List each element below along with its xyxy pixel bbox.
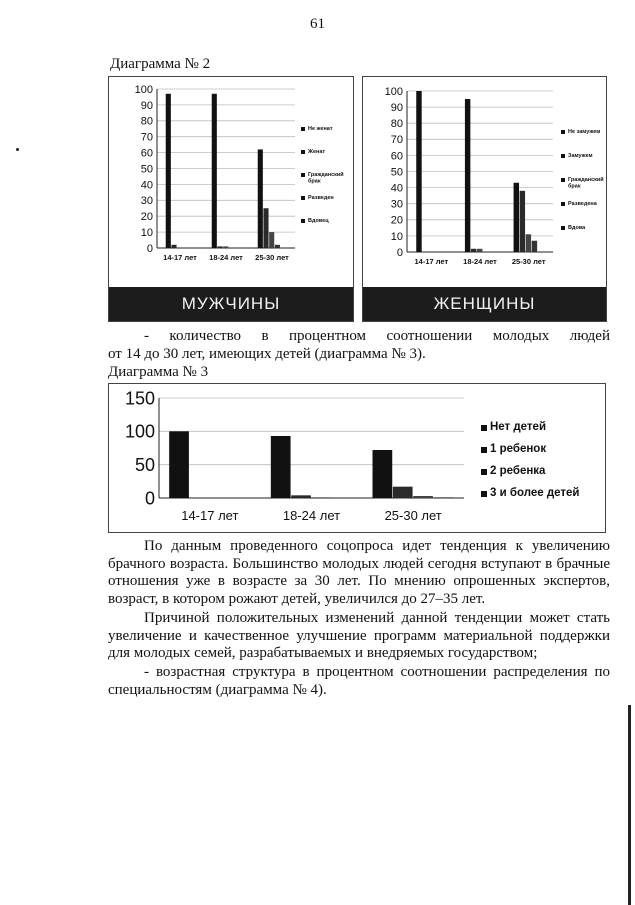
legend-swatch	[301, 219, 305, 223]
bar	[223, 246, 228, 248]
x-category-label: 25-30 лет	[255, 253, 289, 262]
bar	[413, 496, 433, 498]
legend-label: брак	[568, 183, 581, 190]
legend-swatch	[561, 130, 565, 134]
bar	[263, 208, 268, 248]
bar	[291, 495, 311, 498]
y-tick-label: 50	[134, 454, 155, 475]
y-tick-label: 100	[124, 421, 155, 442]
x-category-label: 18-24 лет	[282, 508, 341, 523]
legend-label: брак	[308, 178, 321, 185]
y-tick-label: 30	[140, 195, 153, 208]
bar	[312, 497, 332, 498]
bar	[171, 245, 176, 248]
paragraph-line: от 14 до 30 лет, имеющих детей (диаграмма № 3).	[108, 345, 426, 362]
legend-label: Женат	[308, 149, 326, 155]
legend-label: Не замужем	[568, 129, 601, 135]
y-tick-label: 20	[390, 214, 403, 227]
bar	[169, 431, 189, 498]
bar	[258, 149, 263, 248]
men-banner: МУЖЧИНЫ	[109, 287, 353, 321]
legend-swatch	[561, 178, 565, 182]
y-tick-label: 50	[390, 166, 403, 179]
paragraph-age-structure: - возрастная структура в процентном соотношении распределения по специальностям (диаграмма № 4).	[108, 664, 610, 698]
x-category-label: 25-30 лет	[384, 508, 442, 523]
legend-swatch	[301, 196, 305, 200]
y-tick-label: 0	[146, 242, 153, 255]
children-chart-panel	[108, 383, 606, 533]
y-tick-label: 100	[384, 85, 403, 98]
y-tick-label: 20	[140, 211, 153, 224]
y-tick-label: 60	[140, 147, 153, 160]
y-tick-label: 100	[134, 83, 153, 96]
bar	[271, 436, 291, 498]
y-tick-label: 40	[390, 182, 403, 195]
legend-swatch	[561, 154, 565, 158]
legend-label: Не женат	[308, 126, 333, 132]
y-tick-label: 0	[144, 488, 155, 509]
bar	[477, 249, 482, 252]
bar	[520, 191, 525, 252]
bar	[373, 450, 393, 498]
diagram-3-label: Диаграмма № 3	[108, 364, 209, 380]
bar	[166, 94, 171, 248]
bar	[416, 91, 421, 252]
bar	[465, 99, 470, 252]
y-tick-label: 10	[390, 230, 403, 243]
y-tick-label: 30	[390, 198, 403, 211]
x-category-label: 14-17 лет	[163, 253, 197, 262]
legend-swatch	[561, 202, 565, 206]
legend-swatch	[561, 226, 565, 230]
legend-label: Вдова	[568, 225, 586, 231]
bar	[217, 246, 222, 248]
x-category-label: 14-17 лет	[414, 257, 449, 266]
legend-swatch	[481, 491, 487, 497]
men-chart-panel	[108, 76, 354, 322]
paragraph-marriage-age: По данным проведенного соцопроса идет тенденция к увеличению брачного возраста. Большинство молодых людей сегодня вступают в брачные отношения уже в возрасте за 30 лет. По мнению опрошенных экспертов, возраст, в котором рожают детей, увеличился до 27–35 лет.	[108, 538, 610, 607]
x-category-label: 14-17 лет	[181, 508, 239, 523]
bar	[514, 183, 519, 252]
women-chart-panel	[362, 76, 607, 322]
legend-label: Гражданский	[568, 177, 604, 183]
y-tick-label: 50	[140, 163, 153, 176]
bar	[526, 234, 531, 252]
children-count-chart	[109, 384, 605, 532]
bar	[434, 497, 454, 498]
paragraph-line: - количество в процентном соотношении молодых людей	[144, 328, 610, 344]
y-tick-label: 60	[390, 150, 403, 163]
legend-label: 2 ребенка	[490, 465, 546, 477]
y-tick-label: 80	[390, 118, 403, 131]
legend-swatch	[301, 127, 305, 131]
y-tick-label: 90	[140, 99, 153, 112]
legend-swatch	[481, 447, 487, 453]
legend-label: Замужем	[568, 153, 593, 159]
legend-label: Разведен	[308, 195, 334, 201]
page-number: 61	[310, 16, 325, 32]
legend-swatch	[301, 150, 305, 154]
bar	[532, 241, 537, 252]
y-tick-label: 90	[390, 101, 403, 114]
paragraph-support-programs: Причиной положительных изменений данной тенденции может стать увеличение и качественное улучшение программ материальной поддержки для молодых семей, разрабатываемых и внедряемых государством;	[108, 610, 610, 662]
diagram-2-label: Диаграмма № 2	[110, 56, 211, 72]
bar	[212, 94, 217, 248]
bar	[269, 232, 274, 248]
legend-label: Вдовец	[308, 218, 329, 224]
legend-swatch	[481, 425, 487, 431]
scan-dot	[16, 148, 19, 151]
y-tick-label: 150	[124, 388, 155, 409]
x-category-label: 18-24 лет	[463, 257, 497, 266]
y-tick-label: 70	[140, 131, 153, 144]
x-category-label: 18-24 лет	[209, 253, 243, 262]
women-marital-status-chart	[363, 77, 606, 287]
y-tick-label: 0	[396, 246, 403, 259]
legend-label: 3 и более детей	[490, 487, 580, 499]
y-tick-label: 70	[390, 134, 403, 147]
legend-label: Разведена	[568, 201, 597, 207]
legend-label: Гражданский	[308, 172, 344, 178]
paragraph-children-intro	[108, 328, 610, 363]
scan-edge-mark	[628, 705, 631, 905]
bar	[393, 487, 413, 498]
men-marital-status-chart	[109, 77, 353, 287]
y-tick-label: 40	[140, 179, 153, 192]
legend-swatch	[481, 469, 487, 475]
legend-label: 1 ребенок	[490, 443, 547, 455]
y-tick-label: 10	[140, 226, 153, 239]
x-category-label: 25-30 лет	[511, 257, 546, 266]
women-banner: ЖЕНЩИНЫ	[363, 287, 606, 321]
bar	[471, 249, 476, 252]
y-tick-label: 80	[140, 115, 153, 128]
legend-label: Нет детей	[490, 421, 547, 433]
legend-swatch	[301, 173, 305, 177]
bar	[275, 245, 280, 248]
